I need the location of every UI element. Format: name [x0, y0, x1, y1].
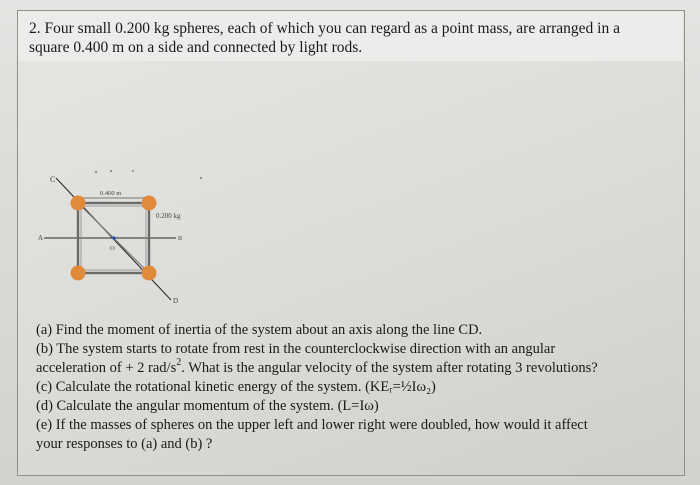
center-point	[112, 236, 115, 239]
part-b-line-1: (b) The system starts to rotate from rest in the counterclockwise direction with an angular	[36, 341, 556, 357]
point-label-a: A	[38, 234, 44, 242]
question-stem	[29, 19, 669, 57]
faint-mark	[95, 171, 97, 173]
faint-mark	[200, 177, 202, 179]
faint-mark	[110, 170, 112, 172]
part-b-line-2: acceleration of + 2 rad/$s^2$. What is the angular velocity of the system after rotating 3 revolutions?	[36, 357, 598, 376]
point-label-b: B	[178, 236, 183, 242]
question-parts	[36, 321, 676, 454]
part-e-line-1: (e) If the masses of spheres on the upper left and lower right were doubled, how would it affect	[36, 417, 588, 433]
point-label-d: D	[173, 297, 179, 305]
question-number: 2.	[29, 20, 41, 37]
question-line-1: 2. Four small 0.200 kg spheres, each of which you can regard as a point mass, are arranged in a	[29, 20, 620, 37]
part-c: (c) Calculate the rotational kinetic energy of the system. (KEᵣ=½Iω₂)	[36, 379, 436, 395]
mass-label: 0.200 kg	[156, 212, 181, 220]
side-length-label: 0.400 m	[100, 190, 122, 197]
part-a: (a) Find the moment of inertia of the system about an axis along the line CD.	[36, 322, 483, 338]
sphere-lower-right	[142, 266, 157, 281]
part-d: (d) Calculate the angular momentum of the system. (L=Iω)	[36, 398, 379, 414]
square-sphere-diagram	[36, 160, 236, 310]
sphere-lower-left	[71, 266, 86, 281]
point-label-o: O	[110, 245, 115, 252]
sphere-upper-right	[142, 196, 157, 211]
part-e-line-2: your responses to (a) and (b) ?	[36, 436, 213, 452]
sphere-upper-left	[71, 196, 86, 211]
point-label-c: C	[50, 175, 56, 184]
question-line-2: square 0.400 m on a side and connected by light rods.	[29, 39, 363, 56]
